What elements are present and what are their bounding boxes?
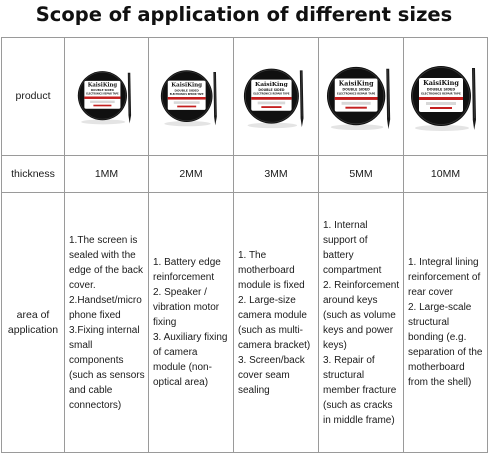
application-line: camera bracket) — [238, 339, 311, 351]
package-text: DOUBLE SIDED — [90, 88, 114, 93]
package-text: ELECTRONICS REPAIR TAPE — [336, 92, 376, 96]
application-line: module is fixed — [238, 279, 305, 291]
application-line: module (non- — [153, 362, 212, 373]
application-line: (such as cracks — [323, 399, 393, 411]
brand-logo-text: KaisiKing — [171, 82, 203, 89]
application-line: in middle frame) — [323, 414, 395, 426]
application-line: sealing — [238, 384, 270, 396]
application-label-line: area of — [16, 308, 50, 321]
application-line: separation of the — [408, 347, 483, 358]
tweezers-icon — [128, 73, 131, 124]
application-line: 3. Auxiliary fixing — [153, 332, 228, 343]
application-line: 2. Reinforcement — [323, 279, 400, 291]
product-cell — [319, 38, 404, 156]
application-cell — [65, 193, 149, 453]
application-line: optical area) — [153, 377, 209, 388]
application-line: member fracture — [323, 384, 397, 396]
application-cell — [234, 193, 319, 453]
tape-roll-product-image — [326, 61, 396, 133]
product-row — [2, 38, 488, 156]
application-line: fixing — [153, 317, 177, 328]
tweezers-icon — [300, 70, 304, 127]
application-line: 2. Speaker / — [153, 287, 207, 298]
tweezers-icon — [472, 68, 476, 130]
product-cell — [65, 38, 149, 156]
application-line: and cable — [69, 384, 113, 396]
application-line: vibration motor — [153, 302, 220, 313]
thickness-value: 1MM — [65, 156, 149, 193]
size-comparison-table — [1, 37, 488, 453]
application-line: battery — [323, 249, 354, 261]
tape-roll-product-image — [243, 63, 309, 131]
product-cell — [234, 38, 319, 156]
package-text: ELECTRONICS REPAIR TAPE — [169, 92, 204, 96]
application-line: reinforcement of — [408, 272, 481, 283]
application-line: rear cover — [408, 287, 454, 298]
application-line: phone fixed — [69, 309, 121, 321]
product-cell — [404, 38, 488, 156]
application-line: cover seam — [238, 369, 290, 381]
thickness-row-label: thickness — [2, 156, 65, 193]
thickness-value: 3MM — [234, 156, 319, 193]
application-line: (such as multi- — [238, 324, 304, 336]
application-line: sealed with the — [69, 249, 136, 261]
application-label-line: application — [7, 323, 59, 336]
application-line: motherboard — [408, 362, 465, 373]
application-line: cover. — [69, 279, 96, 291]
application-line: of camera — [153, 347, 198, 358]
application-line: 1. Battery edge — [153, 257, 221, 268]
tweezers-icon — [386, 68, 390, 128]
application-line: from the shell) — [408, 377, 472, 388]
thickness-value: 2MM — [149, 156, 234, 193]
application-line: small — [69, 339, 93, 351]
package-text: DOUBLE SIDED — [174, 87, 199, 92]
application-line: components — [69, 354, 124, 366]
application-line: 2. Large-scale — [408, 302, 472, 313]
tape-roll-product-image — [77, 66, 136, 127]
package-text: ELECTRONICS REPAIR TAPE — [86, 92, 119, 96]
application-line: (such as volume — [323, 309, 396, 321]
application-line: structural — [323, 369, 365, 381]
application-line: keys and power — [323, 324, 394, 336]
application-line: 3. Repair of — [323, 354, 375, 366]
tape-roll-product-image — [410, 60, 482, 134]
package-text: DOUBLE SIDED — [258, 87, 285, 92]
brand-logo-text: KaisiKing — [255, 80, 288, 88]
application-row — [2, 193, 488, 453]
application-line: 1. Internal — [323, 219, 368, 231]
application-line: support of — [323, 234, 368, 246]
application-line: 3. Screen/back — [238, 354, 305, 366]
application-line: camera module — [238, 309, 307, 321]
application-line: 1. Integral lining — [408, 257, 479, 268]
page-title: Scope of application of different sizes — [35, 3, 453, 26]
thickness-value: 5MM — [319, 156, 404, 193]
product-row-label: product — [2, 38, 65, 156]
application-line: edge of the back — [69, 264, 143, 276]
application-cell — [319, 193, 404, 453]
application-line: 2.Handset/micro — [69, 294, 142, 306]
application-line: 1. The — [238, 249, 267, 261]
product-cell — [149, 38, 234, 156]
application-line: reinforcement — [153, 272, 215, 283]
package-text: DOUBLE SIDED — [426, 87, 455, 91]
application-line: 3.Fixing internal — [69, 324, 140, 336]
application-line: compartment — [323, 264, 382, 276]
application-line: motherboard — [238, 264, 295, 276]
thickness-value: 10MM — [404, 156, 488, 193]
application-line: 1.The screen is — [69, 234, 138, 246]
brand-logo-text: KaisiKing — [87, 82, 118, 89]
application-line: bonding (e.g. — [408, 332, 467, 343]
brand-logo-text: KaisiKing — [422, 78, 459, 87]
package-text: ELECTRONICS REPAIR TAPE — [253, 92, 290, 96]
application-line: around keys — [323, 294, 378, 306]
application-line: 2. Large-size — [238, 294, 296, 306]
package-text: DOUBLE SIDED — [342, 87, 370, 92]
thickness-row — [2, 156, 488, 193]
application-line: keys) — [323, 339, 347, 351]
application-cell — [149, 193, 234, 453]
application-line: structural — [408, 317, 450, 328]
application-line: (such as sensors — [69, 369, 145, 381]
application-line: connectors) — [69, 399, 122, 411]
brand-logo-text: KaisiKing — [338, 79, 374, 87]
package-text: ELECTRONICS REPAIR TAPE — [420, 92, 461, 95]
application-cell — [404, 193, 488, 453]
application-row-label — [2, 193, 65, 453]
tape-roll-product-image — [160, 65, 222, 129]
tweezers-icon — [213, 72, 216, 125]
